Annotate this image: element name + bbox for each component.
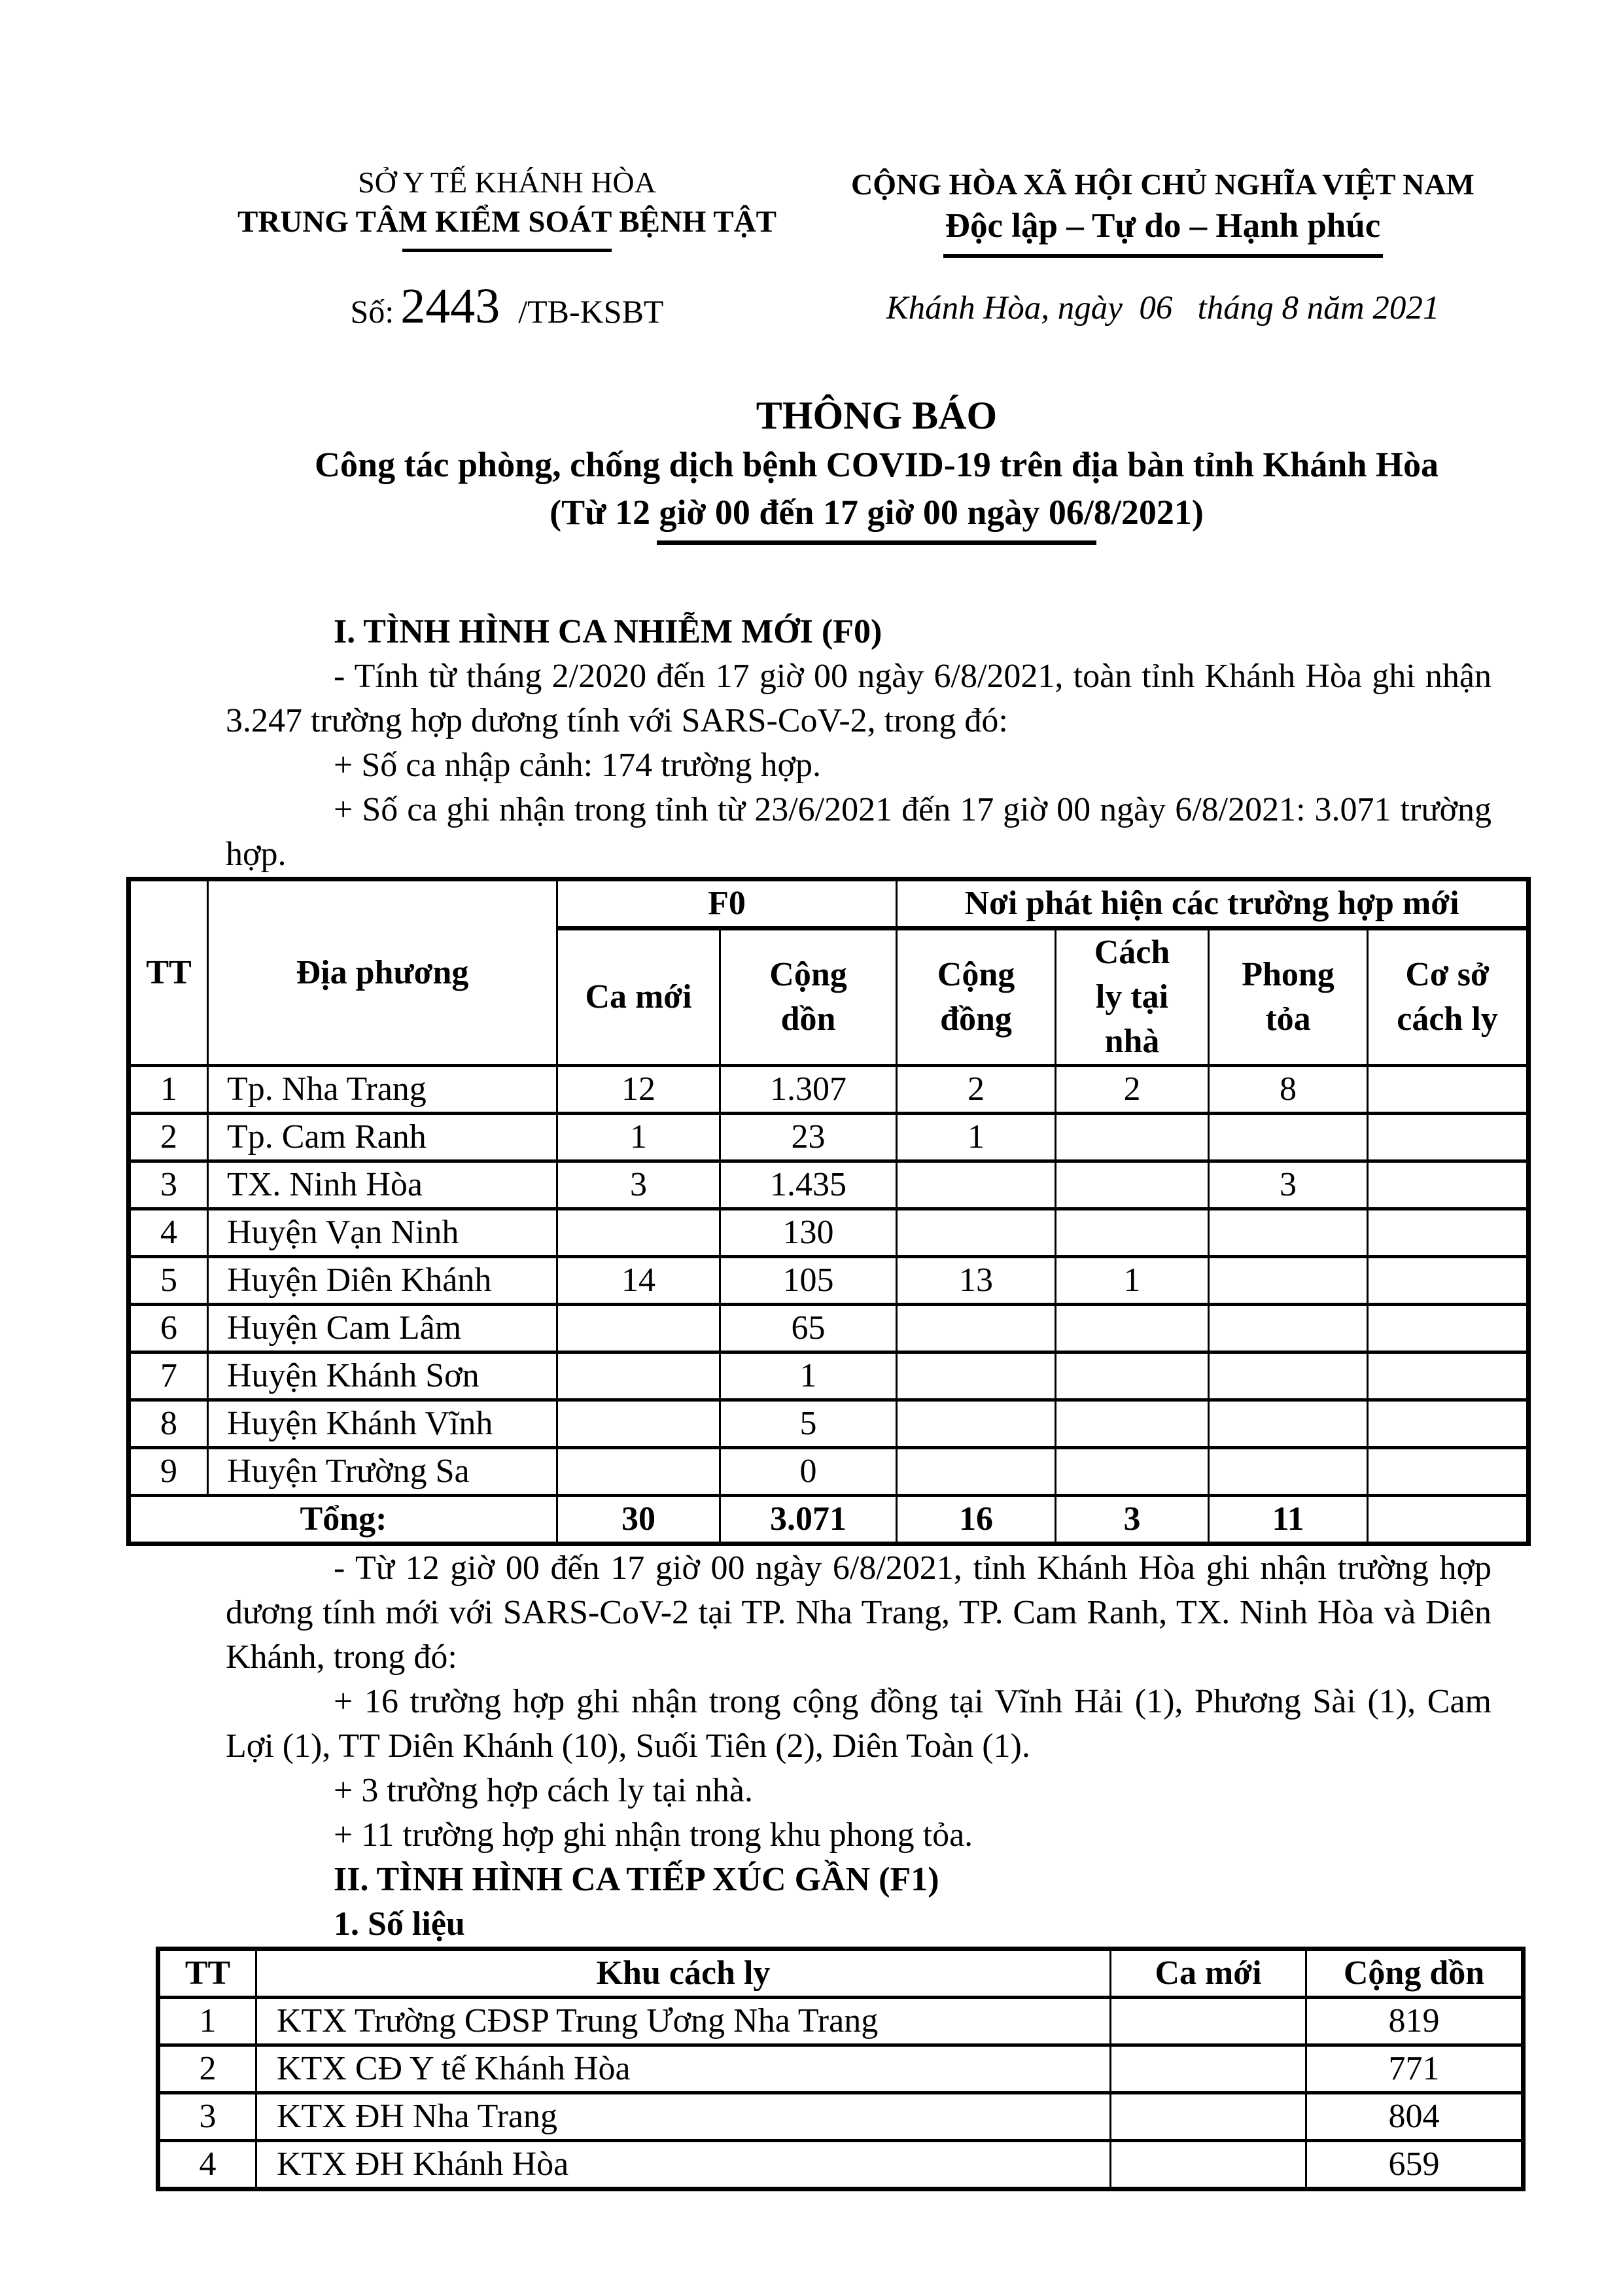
cell-dia-phuong: Huyện Khánh Sơn [208, 1352, 557, 1400]
table-row [129, 1257, 1529, 1305]
cell-tt: 1 [158, 1998, 256, 2045]
col-header-phong-toa: Phong tỏa [1209, 928, 1368, 1066]
table-row [129, 1114, 1529, 1161]
cell-dia-phuong: Huyện Diên Khánh [208, 1257, 557, 1305]
f1-quarantine-table [156, 1947, 1526, 2191]
cell-cong-don: 0 [720, 1448, 897, 1496]
cell-cach-ly-tai-nha [1056, 1114, 1209, 1161]
cell-phong-toa [1209, 1400, 1368, 1448]
section-2-sub-heading: 1. Số liệu [334, 1905, 465, 1943]
cell-khu-cach-ly: KTX CĐ Y tế Khánh Hòa [256, 2045, 1111, 2093]
table-row [129, 1066, 1529, 1114]
cell-ca-moi: 3 [557, 1161, 720, 1209]
cell-ca-moi [557, 1305, 720, 1352]
cell-phong-toa [1209, 1305, 1368, 1352]
cell-cong-dong [897, 1352, 1056, 1400]
cell-cong-don: 65 [720, 1305, 897, 1352]
document-number-label: Số: [350, 293, 394, 330]
cell-co-so-cach-ly [1368, 1305, 1529, 1352]
cell-total-cong-don: 3.071 [720, 1496, 897, 1544]
col-header-cach-ly-tai-nha: Cách ly tại nhà [1056, 928, 1209, 1066]
cell-tt: 4 [158, 2141, 256, 2189]
document-title-block [226, 391, 1492, 545]
col-header-cong-dong: Cộng đồng [897, 928, 1056, 1066]
cell-phong-toa [1209, 1352, 1368, 1400]
cell-dia-phuong: Tp. Cam Ranh [208, 1114, 557, 1161]
cell-total-cong-dong: 16 [897, 1496, 1056, 1544]
table-row [129, 1209, 1529, 1257]
document-number-value: 2443 [400, 279, 500, 334]
cell-cong-don: 1.307 [720, 1066, 897, 1114]
cell-dia-phuong: Huyện Cam Lâm [208, 1305, 557, 1352]
cell-tt: 9 [129, 1448, 208, 1496]
cell-ca-moi [557, 1448, 720, 1496]
f1-header-row [158, 1949, 1524, 1998]
cell-cong-don: 804 [1306, 2093, 1524, 2141]
cell-tt: 3 [158, 2093, 256, 2141]
document-subject: Công tác phòng, chống dịch bệnh COVID-19 trên địa bàn tỉnh Khánh Hòa [315, 445, 1439, 484]
cell-ca-moi [557, 1209, 720, 1257]
cell-cach-ly-tai-nha [1056, 1161, 1209, 1209]
cell-cach-ly-tai-nha [1056, 1352, 1209, 1400]
paragraph-home-quarantine-cases: + 3 trường hợp cách ly tại nhà. [334, 1772, 754, 1809]
table-row [129, 1448, 1529, 1496]
cell-tt: 4 [129, 1209, 208, 1257]
cell-cong-don: 1 [720, 1352, 897, 1400]
table-row [158, 2093, 1524, 2141]
cell-total-phong-toa: 11 [1209, 1496, 1368, 1544]
paragraph-new-positive-cases: - Từ 12 giờ 00 đến 17 giờ 00 ngày 6/8/2021, tỉnh Khánh Hòa ghi nhận trường hợp dương tính mới với SARS-CoV-2 tại TP. Nha Trang, TP. Cam Ranh, TX. Ninh Hòa và Diên Khánh, trong đó: [226, 1549, 1492, 1676]
cell-cong-dong [897, 1448, 1056, 1496]
paragraph-community-cases: + 16 trường hợp ghi nhận trong cộng đồng tại Vĩnh Hải (1), Phương Sài (1), Cam Lợi (1), TT Diên Khánh (10), Suối Tiên (2), Diên Toàn (1). [226, 1683, 1492, 1765]
cell-ca-moi [1111, 2141, 1306, 2189]
cell-cach-ly-tai-nha [1056, 1400, 1209, 1448]
cell-cach-ly-tai-nha: 1 [1056, 1257, 1209, 1305]
country-name: CỘNG HÒA XÃ HỘI CHỦ NGHĨA VIỆT NAM [851, 168, 1475, 201]
cell-ca-moi [1111, 2093, 1306, 2141]
cell-cong-don: 659 [1306, 2141, 1524, 2189]
cell-ca-moi [557, 1400, 720, 1448]
col-header-tt: TT [158, 1949, 256, 1998]
col-header-dia-phuong: Địa phương [208, 879, 557, 1066]
cell-cong-don: 23 [720, 1114, 897, 1161]
section-1-heading: I. TÌNH HÌNH CA NHIỄM MỚI (F0) [334, 613, 882, 650]
col-header-khu-cach-ly: Khu cách ly [256, 1949, 1111, 1998]
cell-cong-don: 105 [720, 1257, 897, 1305]
cell-total-ca-moi: 30 [557, 1496, 720, 1544]
cell-cong-don: 819 [1306, 1998, 1524, 2045]
national-motto-block [808, 165, 1518, 327]
paragraph-local-cases: + Số ca ghi nhận trong tỉnh từ 23/6/2021 đến 17 giờ 00 ngày 6/8/2021: 3.071 trường hợp. [226, 791, 1492, 873]
cell-ca-moi: 12 [557, 1066, 720, 1114]
cell-khu-cach-ly: KTX Trường CĐSP Trung Ương Nha Trang [256, 1998, 1111, 2045]
national-motto: Độc lập – Tự do – Hạnh phúc [945, 207, 1381, 245]
table-row [158, 2045, 1524, 2093]
cell-ca-moi [1111, 2045, 1306, 2093]
cell-ca-moi [1111, 1998, 1306, 2045]
cell-cong-dong [897, 1400, 1056, 1448]
table-row [129, 1161, 1529, 1209]
table-row [129, 1352, 1529, 1400]
col-header-ca-moi: Ca mới [557, 928, 720, 1066]
document-body [146, 610, 1498, 2191]
cell-cach-ly-tai-nha [1056, 1448, 1209, 1496]
cell-cong-don: 1.435 [720, 1161, 897, 1209]
cell-ca-moi: 14 [557, 1257, 720, 1305]
paragraph-lockdown-area-cases: + 11 trường hợp ghi nhận trong khu phong tỏa. [334, 1816, 973, 1854]
title-underline [657, 540, 1096, 545]
motto-underline [943, 254, 1383, 258]
cell-khu-cach-ly: KTX ĐH Khánh Hòa [256, 2141, 1111, 2189]
document-time-range: (Từ 12 giờ 00 đến 17 giờ 00 ngày 06/8/2021) [550, 493, 1204, 532]
parent-agency-name: SỞ Y TẾ KHÁNH HÒA [358, 166, 656, 199]
document-number-line [147, 278, 867, 335]
paragraph-cumulative-cases: - Tính từ tháng 2/2020 đến 17 giờ 00 ngày 6/8/2021, toàn tỉnh Khánh Hòa ghi nhận 3.247 trường hợp dương tính với SARS-CoV-2, trong đó: [226, 658, 1492, 739]
cell-dia-phuong: Huyện Khánh Vĩnh [208, 1400, 557, 1448]
table-row [129, 1305, 1529, 1352]
place-and-date: Khánh Hòa, ngày 06 tháng 8 năm 2021 [886, 290, 1440, 327]
issuing-agency-block [147, 164, 867, 335]
cell-cach-ly-tai-nha: 2 [1056, 1066, 1209, 1114]
cell-khu-cach-ly: KTX ĐH Nha Trang [256, 2093, 1111, 2141]
col-header-cong-don: Cộng dồn [1306, 1949, 1524, 1998]
col-header-tt: TT [129, 879, 208, 1066]
document-type-title: THÔNG BÁO [756, 394, 998, 437]
col-header-cong-don: Cộng dồn [720, 928, 897, 1066]
cell-cong-don: 130 [720, 1209, 897, 1257]
cell-cong-dong [897, 1305, 1056, 1352]
cell-co-so-cach-ly [1368, 1352, 1529, 1400]
cell-cong-dong [897, 1161, 1056, 1209]
cell-total-co-so-cach-ly [1368, 1496, 1529, 1544]
agency-underline [402, 249, 612, 252]
col-header-co-so-cach-ly: Cơ sở cách ly [1368, 928, 1529, 1066]
cell-phong-toa [1209, 1448, 1368, 1496]
issuing-agency-name: TRUNG TÂM KIỂM SOÁT BỆNH TẬT [237, 205, 777, 239]
table-row [129, 1400, 1529, 1448]
section-2-heading: II. TÌNH HÌNH CA TIẾP XÚC GẦN (F1) [334, 1861, 939, 1898]
cell-cong-dong: 2 [897, 1066, 1056, 1114]
cell-co-so-cach-ly [1368, 1448, 1529, 1496]
col-group-f0: F0 [557, 879, 897, 928]
cell-dia-phuong: Tp. Nha Trang [208, 1066, 557, 1114]
cell-co-so-cach-ly [1368, 1066, 1529, 1114]
cell-tt: 2 [158, 2045, 256, 2093]
cell-tt: 8 [129, 1400, 208, 1448]
cell-cach-ly-tai-nha [1056, 1209, 1209, 1257]
table-row [158, 2141, 1524, 2189]
table-row [158, 1998, 1524, 2045]
cell-cong-dong: 1 [897, 1114, 1056, 1161]
col-header-ca-moi: Ca mới [1111, 1949, 1306, 1998]
cell-phong-toa [1209, 1114, 1368, 1161]
cell-cong-don: 5 [720, 1400, 897, 1448]
cell-ca-moi: 1 [557, 1114, 720, 1161]
cell-total-label: Tổng: [129, 1496, 557, 1544]
document-number-suffix: /TB-KSBT [518, 293, 664, 330]
cell-phong-toa: 3 [1209, 1161, 1368, 1209]
cell-cong-dong: 13 [897, 1257, 1056, 1305]
table-total-row [129, 1496, 1529, 1544]
col-group-detection-place: Nơi phát hiện các trường hợp mới [897, 879, 1529, 928]
f0-header-row-groups [129, 879, 1529, 928]
cell-tt: 2 [129, 1114, 208, 1161]
cell-cong-dong [897, 1209, 1056, 1257]
f0-cases-table [126, 877, 1531, 1546]
cell-co-so-cach-ly [1368, 1400, 1529, 1448]
cell-tt: 5 [129, 1257, 208, 1305]
cell-dia-phuong: Huyện Trường Sa [208, 1448, 557, 1496]
cell-co-so-cach-ly [1368, 1209, 1529, 1257]
cell-cong-don: 771 [1306, 2045, 1524, 2093]
cell-tt: 7 [129, 1352, 208, 1400]
cell-dia-phuong: TX. Ninh Hòa [208, 1161, 557, 1209]
cell-phong-toa [1209, 1209, 1368, 1257]
cell-dia-phuong: Huyện Vạn Ninh [208, 1209, 557, 1257]
cell-co-so-cach-ly [1368, 1161, 1529, 1209]
cell-co-so-cach-ly [1368, 1257, 1529, 1305]
paragraph-imported-cases: + Số ca nhập cảnh: 174 trường hợp. [334, 747, 822, 784]
cell-phong-toa: 8 [1209, 1066, 1368, 1114]
cell-tt: 1 [129, 1066, 208, 1114]
cell-ca-moi [557, 1352, 720, 1400]
cell-tt: 3 [129, 1161, 208, 1209]
cell-cach-ly-tai-nha [1056, 1305, 1209, 1352]
cell-co-so-cach-ly [1368, 1114, 1529, 1161]
cell-phong-toa [1209, 1257, 1368, 1305]
cell-tt: 6 [129, 1305, 208, 1352]
cell-total-cach-ly-tai-nha: 3 [1056, 1496, 1209, 1544]
